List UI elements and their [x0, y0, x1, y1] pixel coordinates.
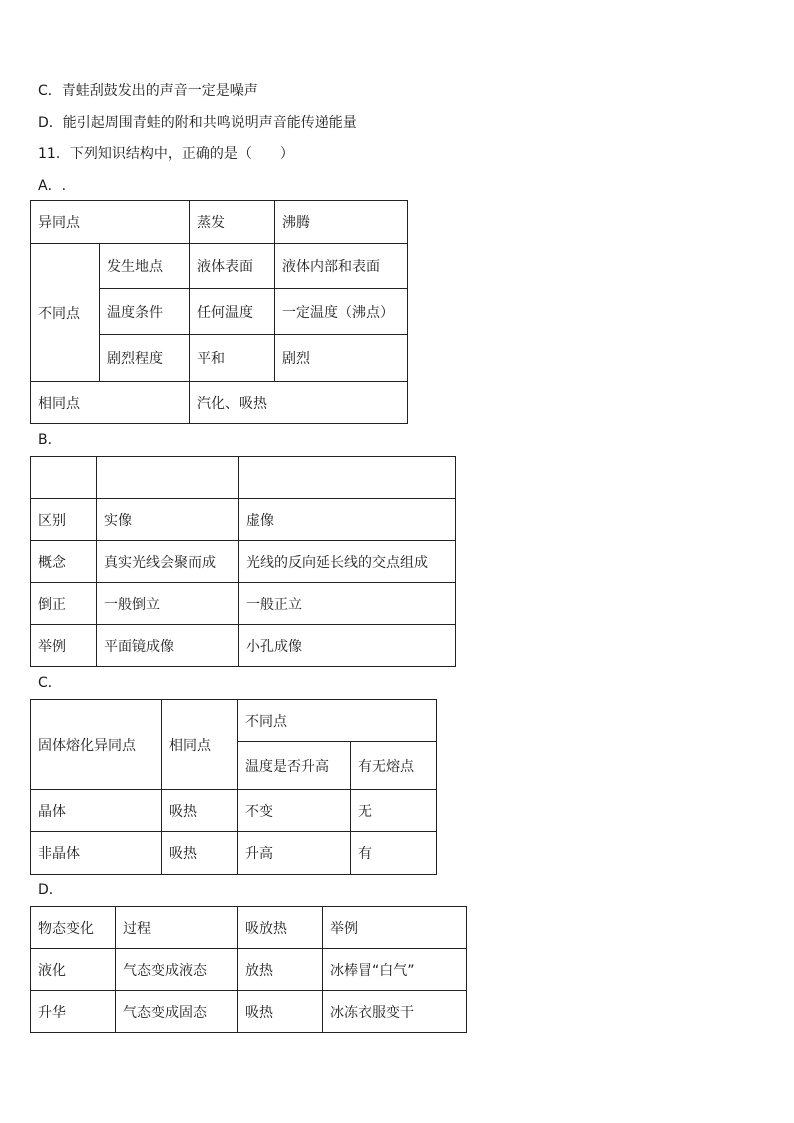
- cell-similarities-value: 汽化、吸热: [190, 382, 408, 424]
- cell: 液体内部和表面: [275, 244, 408, 289]
- cell: 气态变成固态: [116, 991, 238, 1033]
- cell-empty: [239, 457, 456, 499]
- question-11-stem: 11．下列知识结构中，正确的是（ ）: [38, 146, 294, 162]
- cell-similarities: 相同点: [31, 382, 190, 424]
- cell-empty: [31, 457, 97, 499]
- real-virtual-image-table: [30, 456, 456, 667]
- cell: 不变: [238, 790, 351, 832]
- cell-header-evaporation: 蒸发: [190, 201, 275, 244]
- cell: 平面镜成像: [97, 625, 239, 667]
- cell-header: 物态变化: [31, 907, 116, 949]
- choice-a-label: A．.: [38, 178, 67, 194]
- cell-header-temp: 温度是否升高: [238, 742, 351, 790]
- cell-header: 过程: [116, 907, 238, 949]
- cell: 晶体: [31, 790, 162, 832]
- cell-header-title: 固体熔化异同点: [31, 700, 162, 790]
- cell-header-diff-same: 异同点: [31, 201, 190, 244]
- cell: 剧烈: [275, 335, 408, 382]
- phase-change-table: [30, 906, 467, 1033]
- cell: 吸热: [162, 790, 238, 832]
- cell: 一般倒立: [97, 583, 239, 625]
- cell: 温度条件: [100, 289, 190, 335]
- cell: 液化: [31, 949, 116, 991]
- cell: 真实光线会聚而成: [97, 541, 239, 583]
- cell-header-melting-point: 有无熔点: [351, 742, 437, 790]
- cell: 一定温度（沸点）: [275, 289, 408, 335]
- cell: 无: [351, 790, 437, 832]
- cell: 升华: [31, 991, 116, 1033]
- choice-c-label: C．: [38, 675, 62, 691]
- cell-header-boiling: 沸腾: [275, 201, 408, 244]
- solid-melting-table: [30, 699, 437, 875]
- cell: 非晶体: [31, 832, 162, 875]
- cell: 吸热: [238, 991, 323, 1033]
- cell: 冰冻衣服变干: [323, 991, 467, 1033]
- cell: 虚像: [239, 499, 456, 541]
- cell: 液体表面: [190, 244, 275, 289]
- cell-header-same: 相同点: [162, 700, 238, 790]
- cell: 有: [351, 832, 437, 875]
- cell-header-diff: 不同点: [238, 700, 437, 742]
- cell-empty: [97, 457, 239, 499]
- cell: 吸热: [162, 832, 238, 875]
- evaporation-boiling-table: [30, 200, 408, 424]
- cell-differences: 不同点: [31, 244, 100, 382]
- cell: 冰棒冒“白气”: [323, 949, 467, 991]
- cell: 区别: [31, 499, 97, 541]
- cell: 光线的反向延长线的交点组成: [239, 541, 456, 583]
- cell: 小孔成像: [239, 625, 456, 667]
- option-d-text: D．能引起周围青蛙的附和共鸣说明声音能传递能量: [38, 115, 357, 131]
- cell: 举例: [31, 625, 97, 667]
- choice-d-label: D．: [38, 882, 63, 898]
- cell: 任何温度: [190, 289, 275, 335]
- cell: 实像: [97, 499, 239, 541]
- cell-header: 吸放热: [238, 907, 323, 949]
- cell: 概念: [31, 541, 97, 583]
- cell: 剧烈程度: [100, 335, 190, 382]
- option-c-text: C．青蛙刮鼓发出的声音一定是噪声: [38, 83, 258, 99]
- cell: 平和: [190, 335, 275, 382]
- cell-header: 举例: [323, 907, 467, 949]
- cell: 倒正: [31, 583, 97, 625]
- cell: 升高: [238, 832, 351, 875]
- cell: 发生地点: [100, 244, 190, 289]
- cell: 气态变成液态: [116, 949, 238, 991]
- choice-b-label: B．: [38, 432, 62, 448]
- cell: 放热: [238, 949, 323, 991]
- cell: 一般正立: [239, 583, 456, 625]
